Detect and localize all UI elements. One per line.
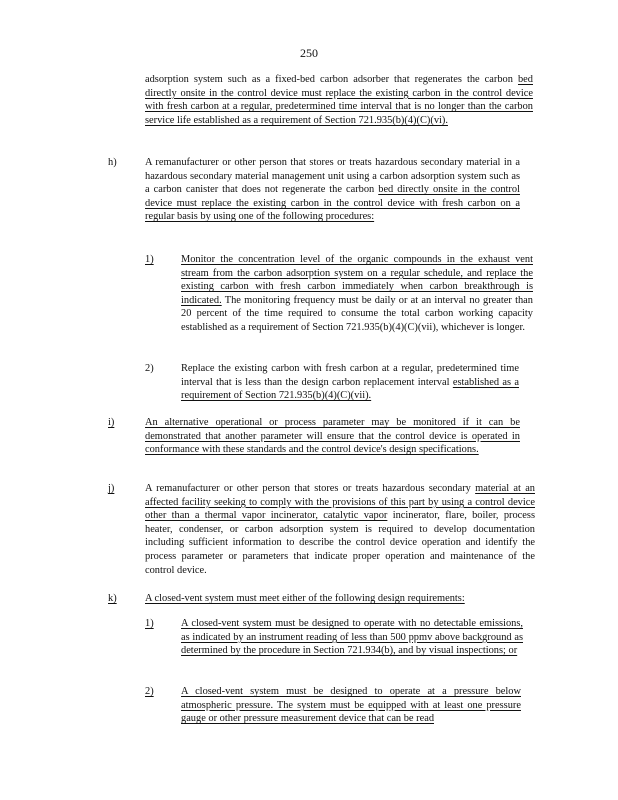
item-h-paragraph	[145, 156, 520, 224]
item-j-marker: j)	[108, 483, 115, 494]
item-h-underlined-text: bed directly onsite in the control device must replace the existing carbon in the control device with fresh carbon on a regular basis by using one of the following procedures:	[145, 184, 520, 223]
item-h-1-paragraph	[181, 253, 533, 335]
item-k-1-underlined-text: A closed-vent system must be designed to operate with no detectable emissions, as indicated by an instrument reading of less than 500 ppmv above background as determined by the procedure in Section 721.934(b), and by visual inspections; or	[181, 618, 523, 657]
intro-underlined-text: bed directly onsite in the control device must replace the existing carbon in the control device with fresh carbon at a regular, predetermined time interval that is no longer than the carbon service life established as a requirement of Section 721.935(b)(4)(C)(vi).	[145, 74, 533, 126]
item-h-2-marker: 2)	[145, 363, 154, 374]
item-h-1-underlined-text: Monitor the concentration level of the organic compounds in the exhaust vent stream from the carbon adsorption system on a regular schedule, and replace the existing carbon with fresh carbon immediately when carbon breakthrough is indicated.	[181, 254, 533, 306]
item-i-underlined-text: An alternative operational or process parameter may be monitored if it can be demonstrated that another parameter will ensure that the control device is operated in conformance with these standards and the control device's design specifications.	[145, 417, 520, 456]
intro-plain-text: adsorption system such as a fixed-bed carbon adsorber that regenerates the carbon	[145, 74, 513, 85]
item-j-paragraph	[145, 482, 535, 577]
item-h-plain-text: A remanufacturer or other person that stores or treats hazardous secondary material in a hazardous secondary material management unit using a carbon adsorption system such as a carbon canister that does not regenerate the carbon	[145, 157, 520, 196]
item-k-underlined-text: A closed-vent system must meet either of the following design requirements:	[145, 593, 465, 604]
intro-paragraph	[145, 73, 533, 127]
item-h-2-paragraph	[181, 362, 519, 403]
item-k-paragraph	[145, 592, 520, 606]
item-h-2-plain-text: Replace the existing carbon with fresh carbon at a regular, predetermined time interval that is less than the design carbon replacement interval	[181, 363, 519, 388]
item-j-plain-text-2: incinerator, flare, boiler, process heater, condenser, or carbon adsorption system is required to develop documentation including sufficient information to describe the control device operation and identify the process parameter or parameters that indicate proper operation and maintenance of the control device.	[145, 510, 535, 576]
item-k-1-paragraph	[181, 617, 523, 658]
page-number: 250	[300, 46, 318, 60]
item-k-2-underlined-text: A closed-vent system must be designed to operate at a pressure below atmospheric pressure. The system must be equipped with at least one pressure gauge or other pressure measurement device that can be read	[181, 686, 521, 725]
item-i-marker: i)	[108, 417, 115, 428]
item-j-underlined-text: material at an affected facility seeking to comply with the provisions of this part by using a control device other than a thermal vapor incinerator, catalytic vapor	[145, 483, 535, 522]
item-k-1-marker: 1)	[145, 618, 154, 629]
item-k-2-marker: 2)	[145, 686, 154, 697]
item-h-1-marker: 1)	[145, 254, 154, 265]
item-h-1-plain-text: The monitoring frequency must be daily or at an interval no greater than 20 percent of the time required to consume the total carbon working capacity established as a requirement of Section 721.935(b)(4)(C)(vii), whichever is longer.	[181, 294, 533, 333]
item-h-2-underlined-text: established as a requirement of Section 721.935(b)(4)(C)(vii).	[181, 376, 519, 402]
item-k-2-paragraph	[181, 685, 521, 726]
item-k-marker: k)	[108, 593, 117, 604]
item-j-plain-text: A remanufacturer or other person that stores or treats hazardous secondary	[145, 483, 471, 494]
item-i-paragraph	[145, 416, 520, 457]
item-h-marker: h)	[108, 157, 117, 168]
